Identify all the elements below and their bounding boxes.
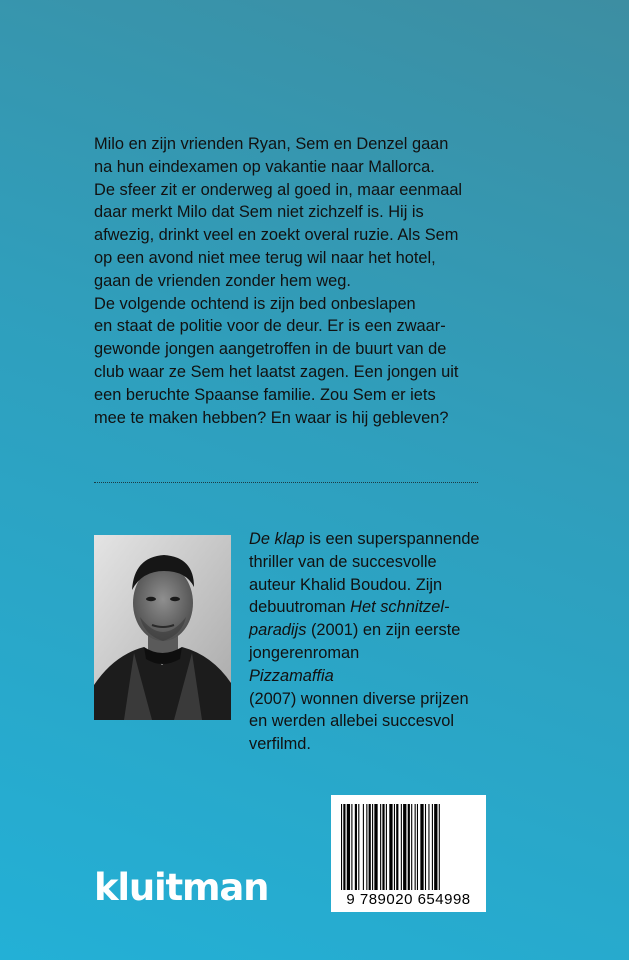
blurb-line: op een avond niet mee terug wil naar het hotel, [94,248,436,267]
bio-line [249,665,499,688]
bio-text: debuutroman [249,598,351,617]
blurb-line: club waar ze Sem het laatst zagen. Een jongen uit [94,362,459,381]
author-portrait-image [94,535,231,720]
author-photo [94,535,231,720]
isbn-number: 9 789020 654998 [346,891,471,908]
bio-line: verfilmd. [249,735,311,754]
blurb-line: De sfeer zit er onderweg al goed in, maar eenmaal [94,180,463,199]
book-title-italic: De klap [249,530,305,548]
debut-title-italic: paradijs [249,621,307,640]
bio-line: auteur Khalid Boudou. Zijn [249,575,443,594]
blurb-line: na hun eindexamen op vakantie naar Mallorca. [94,157,435,176]
author-bio [249,528,499,756]
bio-text: (2001) en zijn eerste [306,621,461,640]
blurb-line: De volgende ochtend is zijn bed onbeslapen [94,294,416,313]
bio-line [249,596,499,619]
dotted-divider [94,482,478,483]
bio-line [249,619,499,642]
bio-text: is een superspannende [304,530,480,548]
bio-line: (2007) wonnen diverse prijzen [249,689,469,708]
barcode-bars [341,804,476,890]
blurb-line: Milo en zijn vrienden Ryan, Sem en Denzel gaan [94,135,449,153]
youth-novel-title-italic: Pizzamaffia [249,666,334,685]
blurb-line: gewonde jongen aangetroffen in de buurt van de [94,340,447,359]
back-cover-blurb [94,133,514,429]
bio-line: jongerenroman [249,643,360,662]
bio-line: thriller van de succesvolle [249,552,437,571]
isbn-barcode [331,795,486,912]
publisher-logo: kluitman [94,866,269,909]
blurb-line: een beruchte Spaanse familie. Zou Sem er iets [94,385,436,404]
bio-line: en werden allebei succesvol [249,712,455,731]
debut-title-italic: Het schnitzel- [350,598,450,617]
blurb-line: mee te maken hebben? En waar is hij gebleven? [94,408,449,427]
blurb-line: gaan de vrienden zonder hem weg. [94,271,351,290]
blurb-line: en staat de politie voor de deur. Er is een zwaar- [94,317,446,336]
bio-line [249,528,499,551]
blurb-line: daar merkt Milo dat Sem niet zichzelf is. Hij is [94,203,424,222]
blurb-line: afwezig, drinkt veel en zoekt overal ruzie. Als Sem [94,226,459,245]
